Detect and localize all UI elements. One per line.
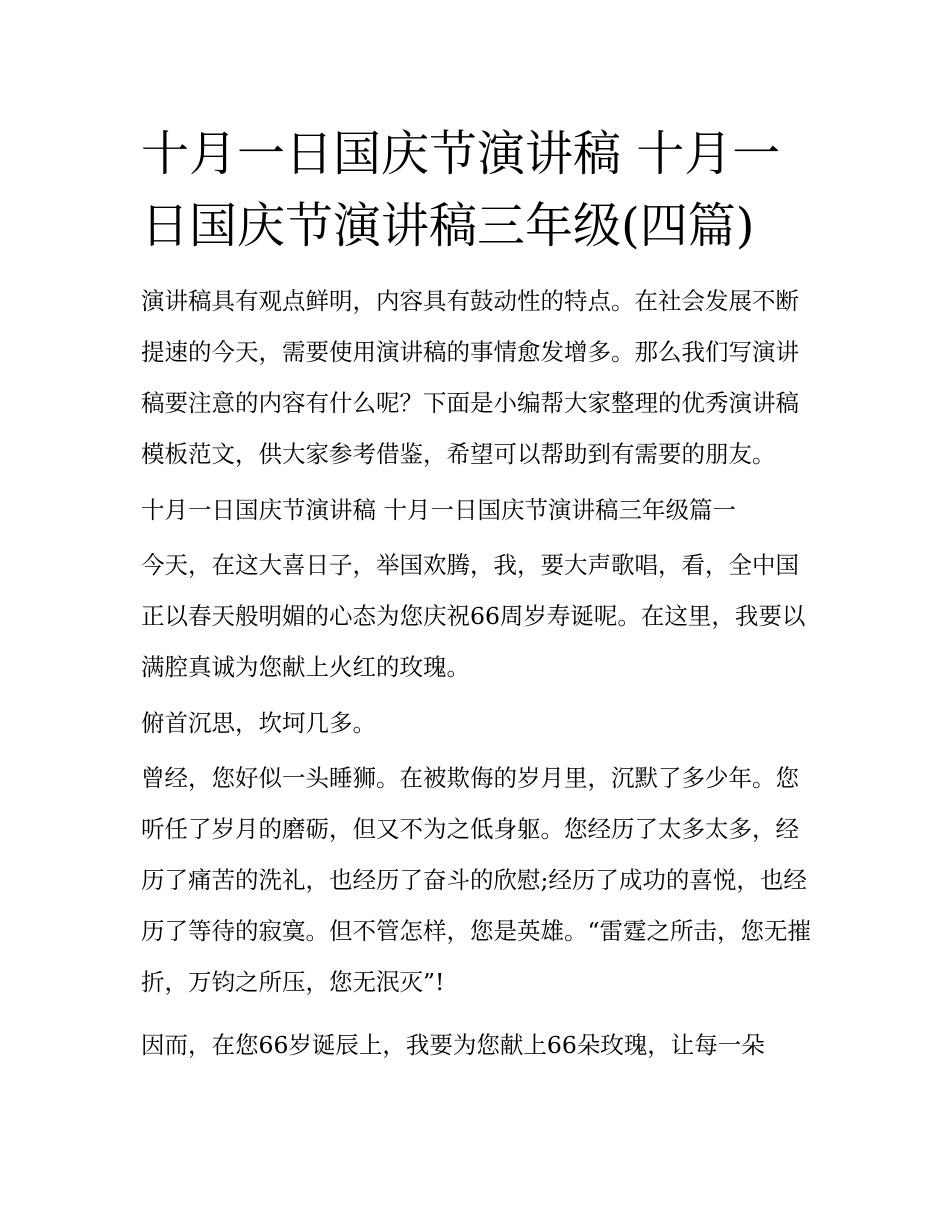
document-title: 十月一日国庆节演讲稿 十月一日国庆节演讲稿三年级(四篇) — [141, 126, 781, 254]
body-paragraph: 今天，在这大喜日子，举国欢腾，我，要大声歌唱，看，全中国正以春天般明媚的心态为您庆祝66周岁寿诞呢。在这里，我要以满腔真诚为您献上火红的玫瑰。 — [141, 551, 806, 681]
document-content — [141, 118, 821, 1083]
intro-paragraph: 演讲稿具有观点鲜明，内容具有鼓动性的特点。在社会发展不断提速的今天，需要使用演讲稿的事情愈发增多。那么我们写演讲稿要注意的内容有什么呢？下面是小编帮大家整理的优秀演讲稿模板范文，供大家参考借鉴，希望可以帮助到有需要的朋友。 — [141, 287, 799, 468]
body-paragraph: 俯首沉思，坎坷几多。 — [141, 709, 376, 737]
section-heading: 十月一日国庆节演讲稿 十月一日国庆节演讲稿三年级篇一 — [141, 496, 736, 524]
body-paragraph: 因而，在您66岁诞辰上，我要为您献上66朵玫瑰，让每一朵 — [141, 1031, 765, 1059]
body-paragraph: 曾经，您好似一头睡狮。在被欺侮的岁月里，沉默了多少年。您听任了岁月的磨砺，但又不为之低身躯。您经历了太多太多，经历了痛苦的洗礼，也经历了奋斗的欣慰;经历了成功的喜悦，也经历了等待的寂寞。但不管怎样，您是英雄。“雷霆之所击，您无摧折，万钧之所压，您无泯灭”! — [141, 764, 812, 996]
